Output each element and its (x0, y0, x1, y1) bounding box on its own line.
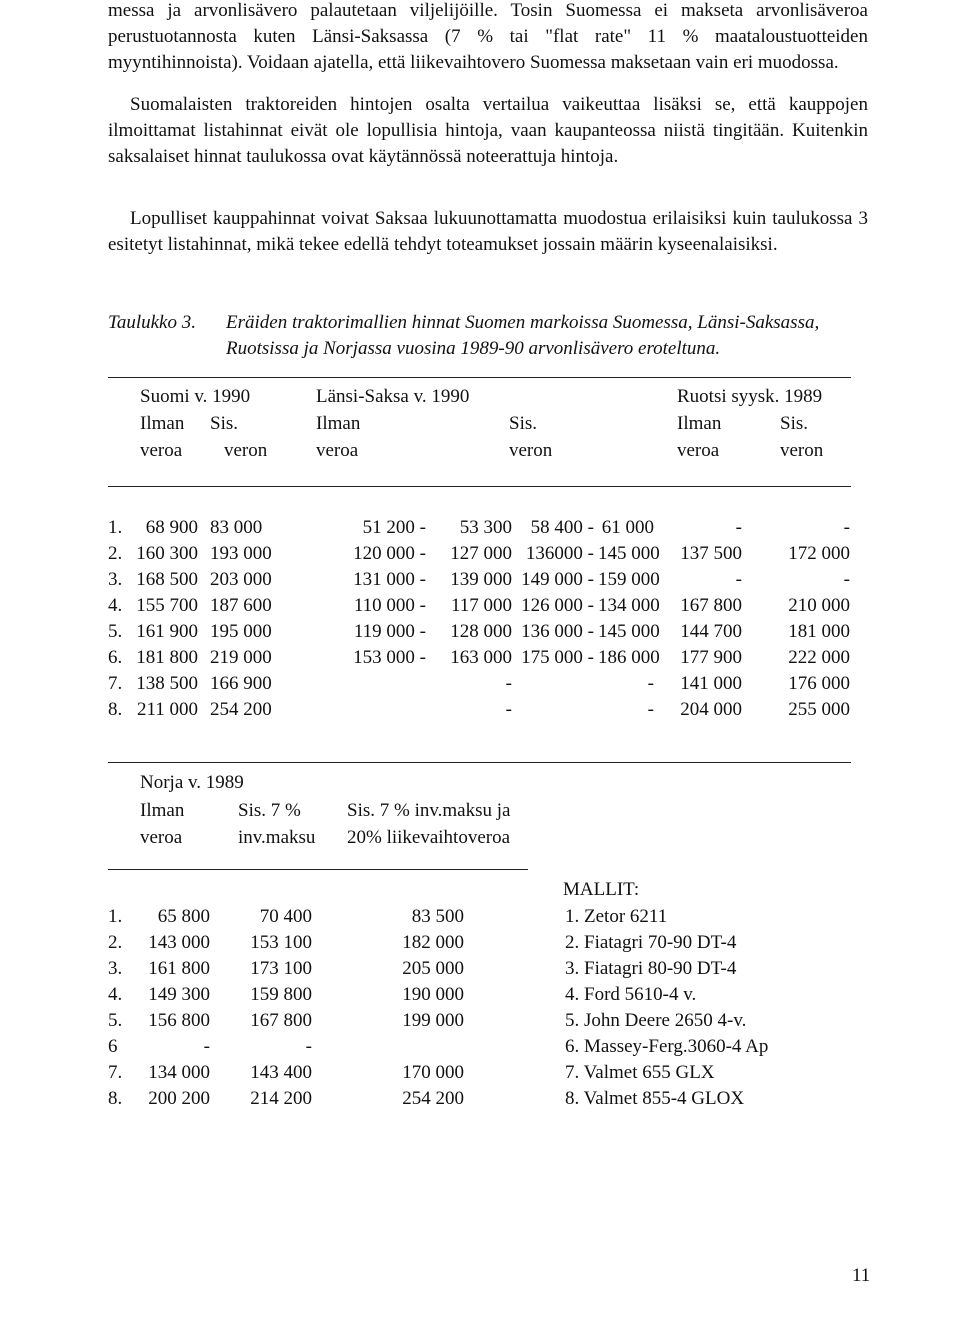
table1-cell-e: 136 000 - (521, 621, 594, 642)
table1-cell-c: 153 000 - (353, 647, 426, 668)
table2-cell-n: 4. (108, 984, 123, 1005)
table1-cell-h: - (843, 569, 850, 590)
table2-cell-n: 6 (108, 1036, 118, 1057)
table2-cell-n: 2. (108, 932, 123, 953)
table1-cell-b: 254 200 (210, 699, 272, 720)
header-ilman-lansi: Ilman (316, 413, 361, 434)
table1-cell-n: 1. (108, 517, 123, 538)
table1-header-rule (108, 486, 851, 487)
table1-cell-d: - (505, 699, 512, 720)
table1-cell-g: 141 000 (680, 673, 742, 694)
header-liikevaihtovero-norja: 20% liikevaihtoveroa (347, 827, 511, 848)
paragraph-vat-refund: messa ja arvonlisävero palautetaan viljelijöille. Tosin Suomessa ei makseta arvonlisäveroa perustuotannosta kuten Länsi-Saksassa (7 % tai "flat rate" 11 % maataloustuotteiden myyntihinnoista). Voidaan ajatella, että liikevaihtovero Suomessa maksetaan vain eri muodossa. (108, 0, 868, 73)
table1-cell-a: 160 300 (136, 543, 198, 564)
table1-cell-g: 177 900 (680, 647, 742, 668)
table1-cell-c: 119 000 - (353, 621, 426, 642)
table1-cell-e: 149 000 - (521, 569, 594, 590)
model-list-item: 8. Valmet 855-4 GLOX (565, 1088, 745, 1109)
table1-cell-b: 193 000 (210, 543, 272, 564)
table1-cell-f: 134 000 (598, 595, 660, 616)
table2-cell-b: 167 800 (250, 1010, 312, 1031)
table1-cell-g: 144 700 (680, 621, 742, 642)
paragraph-list-prices: Suomalaisten traktoreiden hintojen osalta vertailua vaikeuttaa lisäksi se, että kauppojen ilmoittamat listahinnat eivät ole lopullisia hintoja, vaan kaupanteossa niistä tingitään. Kuitenkin saksalaiset hinnat taulukossa ovat käytännössä noteerattuja hintoja. (108, 94, 868, 167)
table2-cell-b: 214 200 (250, 1088, 312, 1109)
table2-cell-c: 170 000 (402, 1062, 464, 1083)
header-lansi-saksa: Länsi-Saksa v. 1990 (316, 386, 470, 407)
table2-cell-a: 161 800 (148, 958, 210, 979)
table1-cell-g: - (735, 517, 742, 538)
table1-cell-b: 187 600 (210, 595, 272, 616)
header-sis7-inv-norja: Sis. 7 % inv.maksu ja (347, 800, 511, 821)
table1-cell-b: 83 000 (210, 517, 263, 538)
table1-cell-n: 4. (108, 595, 123, 616)
table1-cell-a: 161 900 (136, 621, 198, 642)
table1-cell-f: 186 000 (598, 647, 660, 668)
header-sis-lansi: Sis. (509, 413, 537, 434)
header-veron-ruotsi: veron (780, 440, 824, 461)
header-ruotsi: Ruotsi syysk. 1989 (677, 386, 823, 407)
table1-cell-n: 8. (108, 699, 123, 720)
table2-cell-a: - (203, 1036, 210, 1057)
table2-cell-n: 1. (108, 906, 123, 927)
header-veroa-norja: veroa (140, 827, 183, 848)
header-ilman-suomi: Ilman (140, 413, 185, 434)
table1-cell-f: 145 000 (598, 543, 660, 564)
table2-cell-c: 199 000 (402, 1010, 464, 1031)
model-list-item: 4. Ford 5610-4 v. (565, 984, 697, 1005)
table2-cell-c: 254 200 (402, 1088, 464, 1109)
table1-cell-d: 117 000 (450, 595, 512, 616)
table1-cell-d: 163 000 (450, 647, 512, 668)
table2-cell-a: 200 200 (148, 1088, 210, 1109)
table2-header-rule (108, 869, 528, 870)
header-sis7-norja: Sis. 7 % (238, 800, 301, 821)
table2-cell-b: - (305, 1036, 312, 1057)
table1-cell-a: 168 500 (136, 569, 198, 590)
table1-cell-c: 51 200 - (362, 517, 426, 538)
table2-cell-c: 182 000 (402, 932, 464, 953)
table1-cell-g: 167 800 (680, 595, 742, 616)
header-suomi: Suomi v. 1990 (140, 386, 251, 407)
table1-cell-f: - (647, 673, 654, 694)
models-heading: MALLIT: (563, 879, 640, 900)
table1-cell-c: 131 000 - (353, 569, 426, 590)
table2-cell-c: 83 500 (411, 906, 464, 927)
header-veroa-lansi: veroa (316, 440, 359, 461)
table2-cell-a: 143 000 (148, 932, 210, 953)
table1-cell-f: - (647, 699, 654, 720)
model-list-item: 6. Massey-Ferg.3060-4 Ap (565, 1036, 769, 1057)
table1-cell-a: 138 500 (136, 673, 198, 694)
table2-cell-n: 7. (108, 1062, 123, 1083)
table1-cell-b: 195 000 (210, 621, 272, 642)
table1-cell-b: 203 000 (210, 569, 272, 590)
table1-cell-n: 7. (108, 673, 123, 694)
table1-cell-e: 175 000 - (521, 647, 594, 668)
table1-top-rule (108, 377, 851, 378)
model-list-item: 5. John Deere 2650 4-v. (565, 1010, 747, 1031)
table1-cell-c: 110 000 - (353, 595, 426, 616)
header-ilman-norja: Ilman (140, 800, 185, 821)
header-sis-ruotsi: Sis. (780, 413, 808, 434)
table1-cell-n: 6. (108, 647, 123, 668)
model-list-item: 1. Zetor 6211 (565, 906, 668, 927)
table2-cell-a: 134 000 (148, 1062, 210, 1083)
header-veroa-ruotsi: veroa (677, 440, 720, 461)
table1-cell-g: - (735, 569, 742, 590)
header-veron-suomi: veron (224, 440, 268, 461)
table1-cell-g: 137 500 (680, 543, 742, 564)
table2-cell-b: 70 400 (259, 906, 312, 927)
table1-cell-e: 126 000 - (521, 595, 594, 616)
table2-cell-b: 153 100 (250, 932, 312, 953)
table2-cell-n: 3. (108, 958, 123, 979)
table1-cell-b: 166 900 (210, 673, 272, 694)
header-ilman-ruotsi: Ilman (677, 413, 722, 434)
table2-cell-n: 5. (108, 1010, 123, 1031)
model-list-item: 3. Fiatagri 80-90 DT-4 (565, 958, 737, 979)
page-number: 11 (852, 1265, 871, 1286)
table2-cell-c: 190 000 (402, 984, 464, 1005)
table1-cell-h: 255 000 (788, 699, 850, 720)
table-caption-label: Taulukko 3. (108, 312, 196, 333)
header-invmaksu-norja: inv.maksu (238, 827, 316, 848)
table2-cell-a: 156 800 (148, 1010, 210, 1031)
table1-bottom-rule (108, 762, 851, 763)
header-veroa-suomi: veroa (140, 440, 183, 461)
table2-cell-a: 65 800 (157, 906, 210, 927)
table1-cell-h: 222 000 (788, 647, 850, 668)
table1-cell-a: 155 700 (136, 595, 198, 616)
table1-cell-h: 210 000 (788, 595, 850, 616)
model-list-item: 7. Valmet 655 GLX (565, 1062, 715, 1083)
table2-cell-b: 143 400 (250, 1062, 312, 1083)
table1-cell-n: 3. (108, 569, 123, 590)
table1-cell-h: 172 000 (788, 543, 850, 564)
table1-cell-e: 136000 - (525, 543, 594, 564)
table1-cell-f: 159 000 (598, 569, 660, 590)
table1-cell-d: 128 000 (450, 621, 512, 642)
table1-cell-d: 53 300 (459, 517, 512, 538)
table1-cell-f: 145 000 (598, 621, 660, 642)
table1-cell-d: 127 000 (450, 543, 512, 564)
table2-cell-a: 149 300 (148, 984, 210, 1005)
table1-cell-f: 61 000 (601, 517, 654, 538)
header-norja: Norja v. 1989 (140, 772, 244, 793)
table1-cell-c: 120 000 - (353, 543, 426, 564)
table2-cell-b: 159 800 (250, 984, 312, 1005)
table1-cell-n: 5. (108, 621, 123, 642)
table1-cell-d: 139 000 (450, 569, 512, 590)
model-list-item: 2. Fiatagri 70-90 DT-4 (565, 932, 737, 953)
table2-cell-n: 8. (108, 1088, 123, 1109)
table1-cell-a: 181 800 (136, 647, 198, 668)
table1-cell-b: 219 000 (210, 647, 272, 668)
table2-cell-b: 173 100 (250, 958, 312, 979)
table1-cell-d: - (505, 673, 512, 694)
table1-cell-e: 58 400 - (530, 517, 594, 538)
table1-cell-a: 211 000 (136, 699, 198, 720)
table1-cell-g: 204 000 (680, 699, 742, 720)
table1-cell-n: 2. (108, 543, 123, 564)
table1-cell-h: - (843, 517, 850, 538)
table-caption-text: Eräiden traktorimallien hinnat Suomen markoissa Suomessa, Länsi-Saksassa, Ruotsissa ja Norjassa vuosina 1989-90 arvonlisävero eroteltuna. (226, 312, 820, 359)
table1-cell-a: 68 900 (145, 517, 198, 538)
table2-cell-c: 205 000 (402, 958, 464, 979)
paragraph-final-prices: Lopulliset kauppahinnat voivat Saksaa lukuunottamatta muodostua erilaisiksi kuin taulukossa 3 esitetyt listahinnat, mikä tekee edellä tehdyt toteamukset jossain määrin kyseenalaisiksi. (108, 208, 868, 255)
table1-cell-h: 181 000 (788, 621, 850, 642)
header-sis-suomi: Sis. (210, 413, 238, 434)
header-veron-lansi: veron (509, 440, 553, 461)
table1-cell-h: 176 000 (788, 673, 850, 694)
